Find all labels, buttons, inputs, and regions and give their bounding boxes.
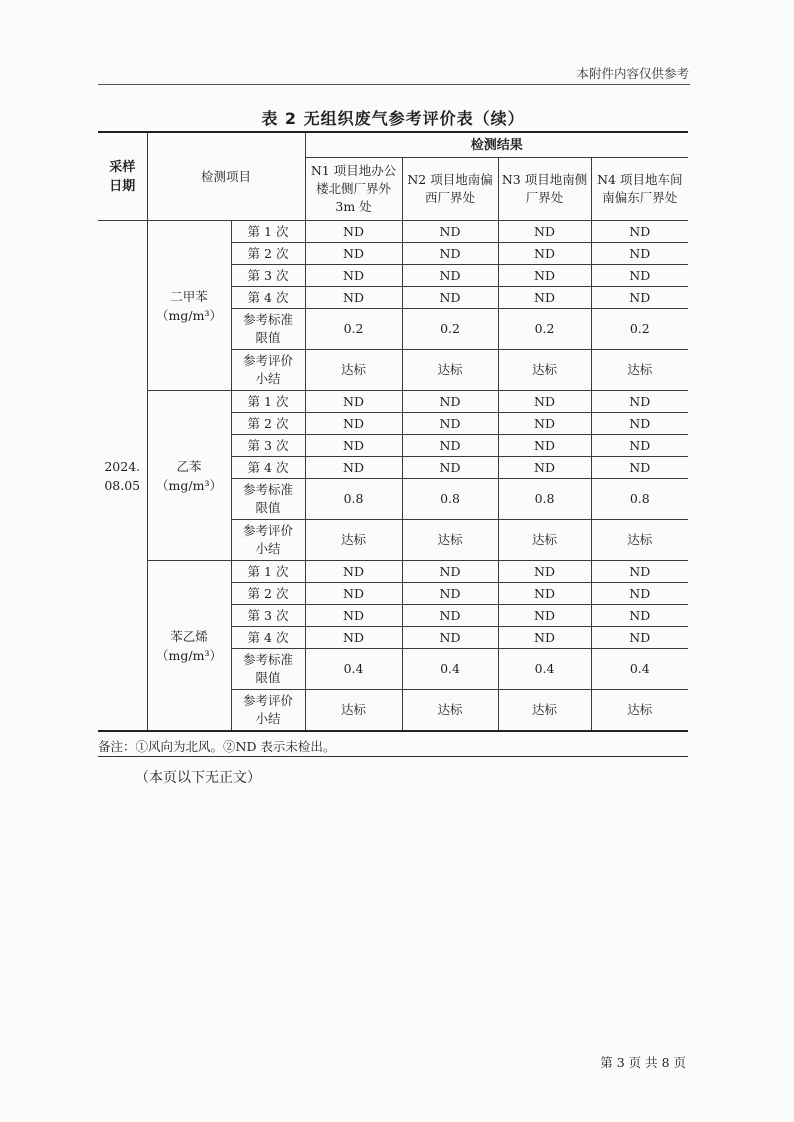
pollutant-name-cell: 乙苯 （mg/m³） [147,391,231,561]
row-label-cell: 参考标准 限值 [231,479,305,520]
value-cell: ND [591,243,688,265]
value-cell: 达标 [498,520,591,561]
value-cell: ND [402,605,498,627]
page-number: 第 3 页 共 8 页 [600,1055,686,1070]
value-cell: ND [498,627,591,649]
value-cell: ND [402,435,498,457]
value-cell: ND [591,391,688,413]
value-cell: ND [591,435,688,457]
value-cell: 0.2 [591,309,688,350]
row-label-cell: 第 3 次 [231,605,305,627]
row-label-cell: 参考评价 小结 [231,690,305,732]
value-cell: ND [402,413,498,435]
row-label-cell: 参考评价 小结 [231,350,305,391]
value-cell: 0.8 [591,479,688,520]
sampling-date-cell: 2024. 08.05 [98,221,147,732]
value-cell: ND [305,221,402,243]
value-cell: ND [305,391,402,413]
pollutant-name-cell: 苯乙烯 （mg/m³） [147,561,231,732]
value-cell: ND [591,561,688,583]
value-cell: ND [402,457,498,479]
value-cell: ND [305,265,402,287]
value-cell: 达标 [305,690,402,732]
row-label-cell: 第 3 次 [231,435,305,457]
value-cell: ND [498,221,591,243]
row-label-cell: 第 1 次 [231,561,305,583]
row-label-cell: 参考标准 限值 [231,649,305,690]
header-divider [98,84,690,85]
table-row [98,391,688,413]
value-cell: ND [498,243,591,265]
value-cell: ND [402,561,498,583]
point-n2-header: N2 项目地南偏西厂界处 [402,158,498,221]
row-label-cell: 第 1 次 [231,391,305,413]
row-label-cell: 参考评价 小结 [231,520,305,561]
value-cell: ND [498,561,591,583]
value-cell: ND [498,583,591,605]
row-label-cell: 第 2 次 [231,583,305,605]
value-cell: 0.8 [305,479,402,520]
value-cell: ND [305,287,402,309]
point-n1-header: N1 项目地办公楼北侧厂界外 3m 处 [305,158,402,221]
value-cell: ND [591,457,688,479]
value-cell: ND [591,287,688,309]
row-label-cell: 第 4 次 [231,627,305,649]
value-cell: 达标 [591,690,688,732]
row-label-cell: 第 4 次 [231,457,305,479]
end-of-content-text: （本页以下无正文） [135,770,261,786]
value-cell: 达标 [591,520,688,561]
value-cell: ND [591,221,688,243]
value-cell: 0.8 [402,479,498,520]
value-cell: ND [498,605,591,627]
table-footnote: 备注：①风向为北风。②ND 表示未检出。 [98,739,336,754]
table-row [98,221,688,243]
value-cell: 达标 [402,350,498,391]
value-cell: 达标 [498,350,591,391]
header-note: 本附件内容仅供参考 [576,66,689,81]
row-label-cell: 第 2 次 [231,243,305,265]
table-row [98,561,688,583]
value-cell: ND [402,221,498,243]
value-cell: ND [305,413,402,435]
value-cell: ND [498,287,591,309]
value-cell: 0.4 [402,649,498,690]
value-cell: ND [591,413,688,435]
value-cell: 0.4 [305,649,402,690]
value-cell: ND [591,265,688,287]
value-cell: ND [498,265,591,287]
row-label-cell: 第 4 次 [231,287,305,309]
evaluation-table [98,131,688,732]
value-cell: ND [305,243,402,265]
value-cell: ND [305,583,402,605]
row-label-cell: 参考标准 限值 [231,309,305,350]
value-cell: ND [498,435,591,457]
value-cell: ND [402,265,498,287]
value-cell: 0.4 [591,649,688,690]
value-cell: 达标 [591,350,688,391]
value-cell: ND [402,583,498,605]
value-cell: ND [498,413,591,435]
value-cell: 达标 [498,690,591,732]
value-cell: ND [591,627,688,649]
row-label-cell: 第 2 次 [231,413,305,435]
pollutant-name-cell: 二甲苯 （mg/m³） [147,221,231,391]
value-cell: 0.8 [498,479,591,520]
value-cell: ND [305,627,402,649]
col-header-date: 采样 日期 [98,132,147,221]
value-cell: ND [305,457,402,479]
value-cell: ND [498,457,591,479]
col-header-item: 检测项目 [147,132,305,221]
value-cell: ND [402,627,498,649]
value-cell: 达标 [305,350,402,391]
row-label-cell: 第 1 次 [231,221,305,243]
value-cell: ND [498,391,591,413]
value-cell: ND [305,561,402,583]
point-n3-header: N3 项目地南侧厂界处 [498,158,591,221]
table-body [98,221,688,732]
value-cell: 0.2 [305,309,402,350]
value-cell: ND [402,391,498,413]
col-header-results: 检测结果 [305,132,688,158]
value-cell: 0.4 [498,649,591,690]
value-cell: ND [402,243,498,265]
value-cell: ND [591,583,688,605]
table-title: 表 2 无组织废气参考评价表（续） [261,109,525,128]
value-cell: ND [402,287,498,309]
value-cell: 达标 [402,690,498,732]
value-cell: 达标 [402,520,498,561]
value-cell: 达标 [305,520,402,561]
value-cell: ND [305,605,402,627]
value-cell: 0.2 [402,309,498,350]
value-cell: 0.2 [498,309,591,350]
value-cell: ND [591,605,688,627]
value-cell: ND [305,435,402,457]
row-label-cell: 第 3 次 [231,265,305,287]
point-n4-header: N4 项目地车间南偏东厂界处 [591,158,688,221]
footnote-divider [98,756,688,757]
